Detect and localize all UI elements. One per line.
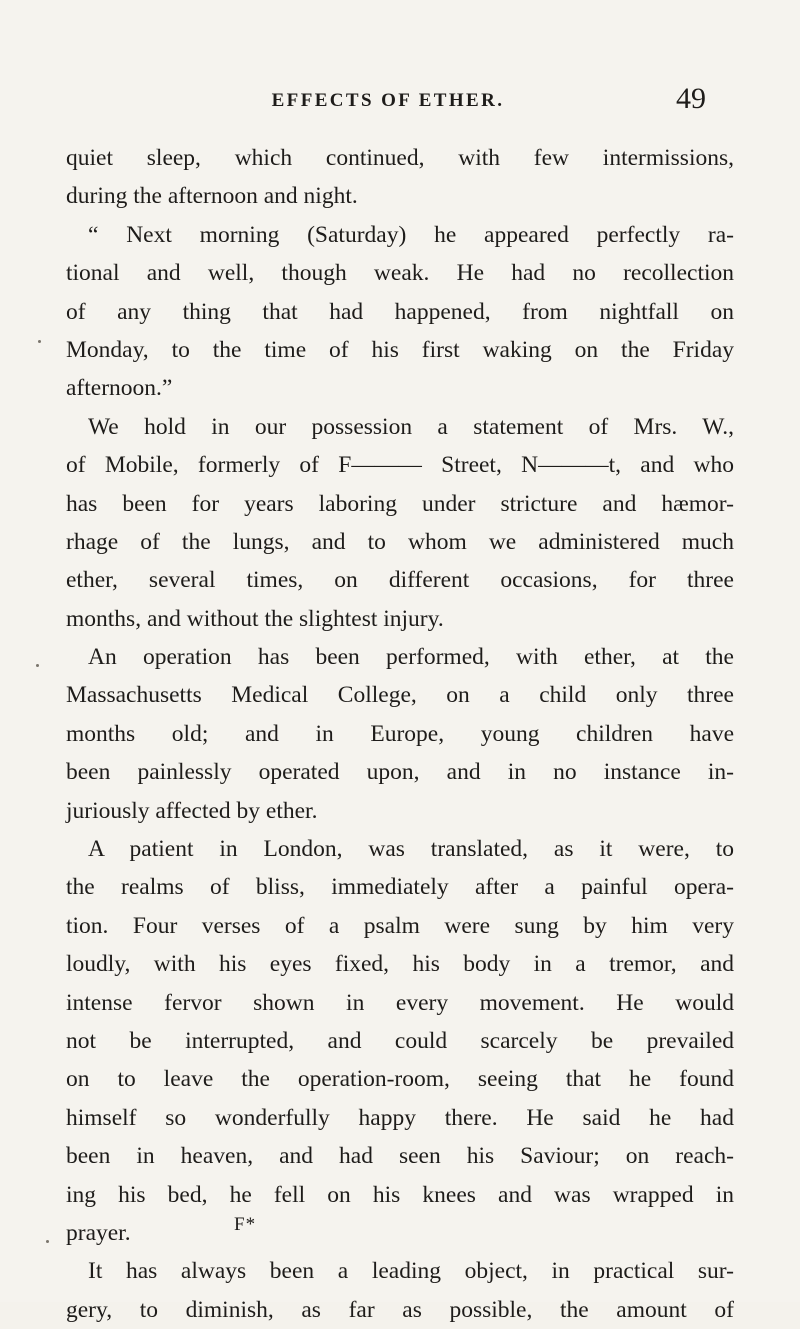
text-line: We hold in our possession a statement of Mrs. W., xyxy=(88,413,734,440)
text-line: during the afternoon and night. xyxy=(66,183,358,210)
body-text xyxy=(66,139,734,1329)
text-line: months old; and in Europe, young children have xyxy=(66,720,734,747)
text-line: not be interrupted, and could scarcely be prevailed xyxy=(66,1027,734,1054)
text-line: tional and well, though weak. He had no recollection xyxy=(66,260,734,287)
margin-speck xyxy=(36,664,39,667)
text-line: months, and without the slightest injury. xyxy=(66,605,444,632)
text-line: has been for years laboring under stricture and hæmor- xyxy=(66,490,734,517)
text-line: juriously affected by ether. xyxy=(66,797,318,824)
text-line: loudly, with his eyes fixed, his body in a tremor, and xyxy=(66,951,734,978)
text-line: the realms of bliss, immediately after a painful opera- xyxy=(66,874,734,901)
margin-speck xyxy=(46,1240,49,1243)
running-title: EFFECTS OF ETHER. xyxy=(271,90,505,111)
text-line: quiet sleep, which continued, with few intermissions, xyxy=(66,145,734,171)
text-line: It has always been a leading object, in practical sur- xyxy=(88,1258,734,1285)
text-line: A patient in London, was translated, as it were, to xyxy=(88,836,734,863)
text-line: been in heaven, and had seen his Saviour; on reach- xyxy=(66,1143,734,1170)
text-line: Massachusetts Medical College, on a child only three xyxy=(66,682,734,709)
text-line: of any thing that had happened, from nightfall on xyxy=(66,298,734,325)
text-line: prayer. xyxy=(66,1219,131,1246)
text-line: rhage of the lungs, and to whom we administered much xyxy=(66,528,734,555)
signature-mark: F* xyxy=(234,1214,257,1235)
text-line: on to leave the operation-room, seeing that he found xyxy=(66,1066,734,1093)
text-line: Monday, to the time of his first waking on the Friday xyxy=(66,336,734,363)
text-line: gery, to diminish, as far as possible, the amount of xyxy=(66,1296,734,1323)
text-line: “ Next morning (Saturday) he appeared perfectly ra- xyxy=(88,221,734,248)
text-line: been painlessly operated upon, and in no instance in- xyxy=(66,759,734,786)
text-line: ether, several times, on different occasions, for three xyxy=(66,567,734,594)
running-head xyxy=(0,78,800,118)
margin-speck xyxy=(38,340,41,343)
text-line: tion. Four verses of a psalm were sung by him very xyxy=(66,912,734,939)
text-line: ing his bed, he fell on his knees and was wrapped in xyxy=(66,1181,734,1208)
page-number: 49 xyxy=(676,82,706,115)
text-line: intense fervor shown in every movement. He would xyxy=(66,989,734,1016)
text-line: An operation has been performed, with ether, at the xyxy=(88,644,734,671)
text-line: afternoon.” xyxy=(66,375,173,402)
text-line: himself so wonderfully happy there. He said he had xyxy=(66,1104,734,1131)
text-line: of Mobile, formerly of F——— Street, N———t, and who xyxy=(66,452,734,479)
